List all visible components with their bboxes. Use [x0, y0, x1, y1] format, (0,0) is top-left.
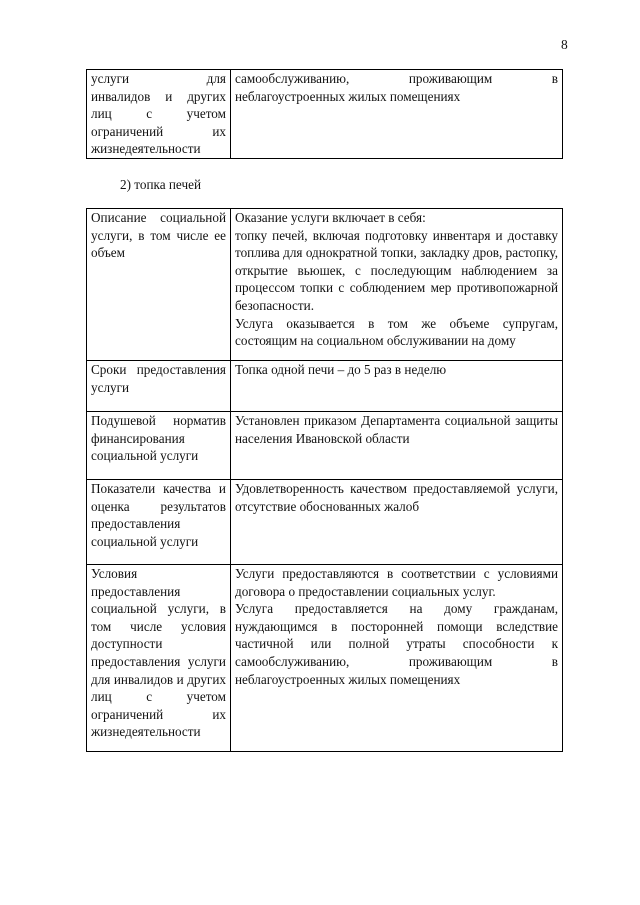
table-row [87, 209, 563, 361]
description-value [231, 209, 563, 361]
section-label: 2) топка печей [120, 177, 202, 192]
conditions-line: Услуга предоставляется на дому гражданам, нуждающимся в посторонней помощи вследствие частичной или полной утраты способности к самообслуживанию, проживающим в неблагоустроенных жилых помещениях [235, 601, 558, 687]
continuation-label-line: услуги для [91, 71, 226, 86]
service-table [86, 208, 563, 752]
terms-label: Сроки предоставления услуги [87, 361, 231, 412]
quality-label: Показатели качества и оценка результатов предоставления социальной услуги [87, 480, 231, 565]
terms-value: Топка одной печи – до 5 раз в неделю [231, 361, 563, 412]
table-row [87, 70, 563, 159]
continuation-label-cell [87, 70, 231, 159]
description-label: Описание социальной услуги, в том числе ее объем [87, 209, 231, 361]
conditions-value [231, 565, 563, 752]
page-number: 8 [561, 37, 568, 52]
table-row [87, 565, 563, 752]
continuation-table [86, 69, 563, 159]
description-line: Оказание услуги включает в себя: [235, 210, 426, 225]
description-line: топку печей, включая подготовку инвентаря и доставку топлива для однократной топки, закладку дров, растопку, открытие вьюшек, с последующим наблюдением за процессом топки с соблюдением мер противопожарной безопасности. [235, 227, 558, 313]
conditions-label: Условия предоставления социальной услуги, в том числе условия доступности предоставления услуги для инвалидов и других лиц с учетом ограничений их жизнедеятельности [87, 565, 231, 752]
table-row [87, 412, 563, 480]
conditions-line: Услуги предоставляются в соответствии с условиями договора о предоставлении социальных услуг. [235, 566, 558, 599]
continuation-value-line: самообслуживанию, проживающим в [235, 71, 558, 86]
continuation-value-line: неблагоустроенных жилых помещениях [235, 88, 461, 104]
continuation-value-cell [231, 70, 563, 159]
continuation-label-line: ограничений их [91, 123, 226, 139]
table-row [87, 480, 563, 565]
description-line: Услуга оказывается в том же объеме супругам, состоящим на социальном обслуживании на дому [235, 315, 558, 349]
table-row [87, 361, 563, 412]
norm-label: Подушевой норматив финансирования социальной услуги [87, 412, 231, 480]
quality-value: Удовлетворенность качеством предоставляемой услуги, отсутствие обоснованных жалоб [231, 480, 563, 565]
continuation-label-line: лиц с учетом [91, 106, 226, 122]
norm-value: Установлен приказом Департамента социальной защиты населения Ивановской области [231, 412, 563, 480]
continuation-label-line: инвалидов и других [91, 88, 226, 104]
continuation-label-line: жизнедеятельности [91, 141, 201, 157]
